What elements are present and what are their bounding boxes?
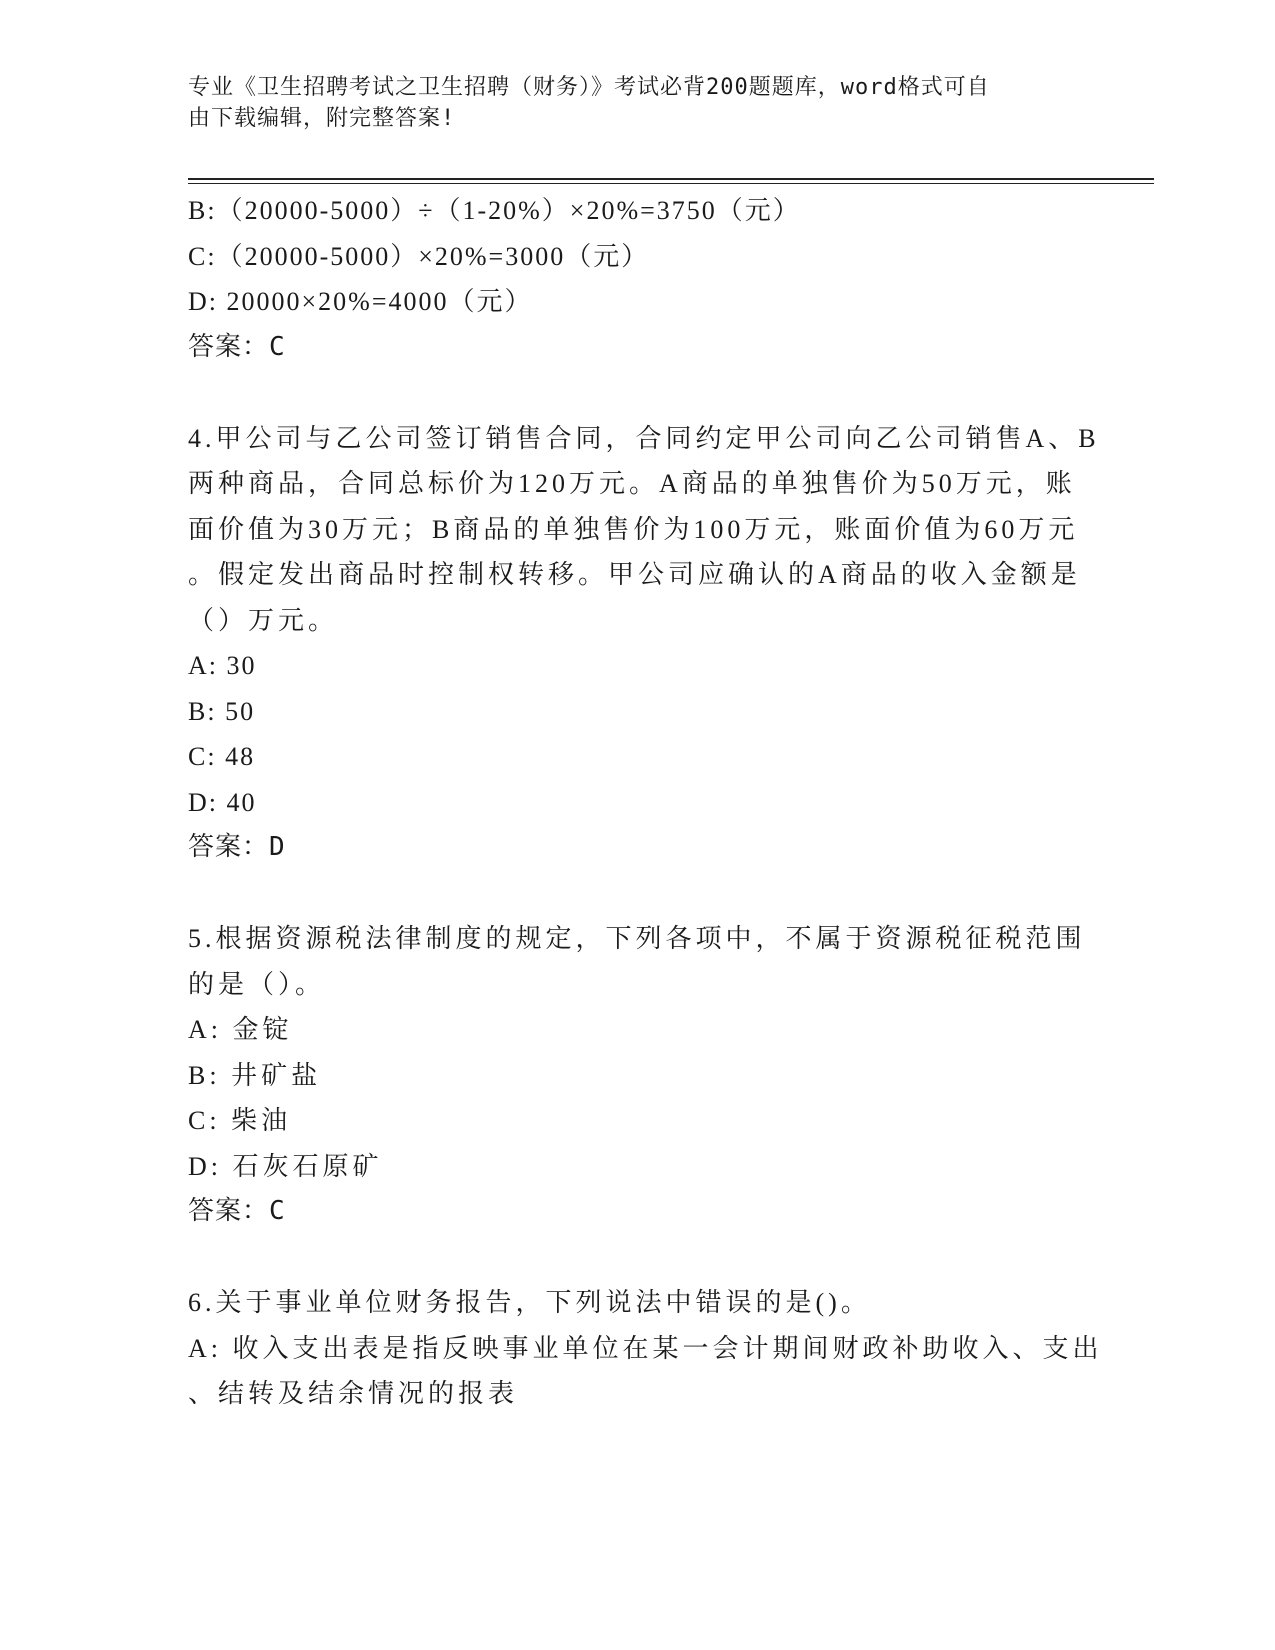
question-stem-line: 5.根据资源税法律制度的规定，下列各项中，不属于资源税征税范围 bbox=[188, 924, 1086, 953]
option-b: B:（20000-5000）÷（1-20%）×20%=3750（元） bbox=[188, 196, 801, 225]
option-d: D: 20000×20%=4000（元） bbox=[188, 287, 533, 316]
question-stem-line: 6.关于事业单位财务报告，下列说法中错误的是()。 bbox=[188, 1288, 871, 1317]
option-a: A: 金锭 bbox=[188, 1015, 293, 1044]
document-header bbox=[188, 72, 1068, 134]
spacer bbox=[188, 1235, 1078, 1281]
answer-line: 答案：C bbox=[188, 331, 286, 362]
question-content bbox=[188, 188, 1103, 1417]
question-stem-line: 面价值为30万元；B商品的单独售价为100万元，账面价值为60万元 bbox=[188, 514, 1079, 544]
question-6 bbox=[188, 1280, 1103, 1417]
header-divider-thin bbox=[188, 183, 1154, 184]
answer-line: 答案：D bbox=[188, 832, 286, 862]
option-a: A: 30 bbox=[188, 651, 257, 680]
option-c: C:（20000-5000）×20%=3000（元） bbox=[188, 241, 650, 271]
option-d: D: 石灰石原矿 bbox=[188, 1151, 383, 1181]
option-b: B: 50 bbox=[188, 696, 256, 726]
option-c: C: 48 bbox=[188, 742, 256, 771]
option-a-continuation: 、结转及结余情况的报表 bbox=[188, 1379, 519, 1408]
question-4 bbox=[188, 416, 1100, 871]
header-title-line-1: 专业《卫生招聘考试之卫生招聘（财务）》考试必背200题题库，word格式可自 bbox=[188, 75, 990, 100]
question-stem-line: 两种商品，合同总标价为120万元。A商品的单独售价为50万元，账 bbox=[188, 469, 1076, 498]
question-3-tail bbox=[188, 188, 1078, 370]
spacer bbox=[188, 871, 1078, 917]
question-stem-line: 的是（）。 bbox=[188, 969, 326, 999]
option-b: B: 井矿盐 bbox=[188, 1060, 322, 1090]
question-5 bbox=[188, 916, 1086, 1235]
question-stem-line: 4.甲公司与乙公司签订销售合同，合同约定甲公司向乙公司销售A、B bbox=[188, 423, 1100, 453]
header-divider-thick bbox=[188, 178, 1154, 180]
option-a: A: 收入支出表是指反映事业单位在某一会计期间财政补助收入、支出 bbox=[188, 1333, 1103, 1363]
option-c: C: 柴油 bbox=[188, 1106, 292, 1135]
spacer bbox=[188, 370, 1078, 416]
question-stem-line: （）万元。 bbox=[188, 605, 339, 635]
answer-line: 答案：C bbox=[188, 1196, 286, 1226]
question-stem-line: 。假定发出商品时控制权转移。甲公司应确认的A商品的收入金额是 bbox=[188, 560, 1081, 589]
option-d: D: 40 bbox=[188, 787, 257, 817]
header-title-line-2: 由下载编辑，附完整答案! bbox=[188, 106, 456, 131]
